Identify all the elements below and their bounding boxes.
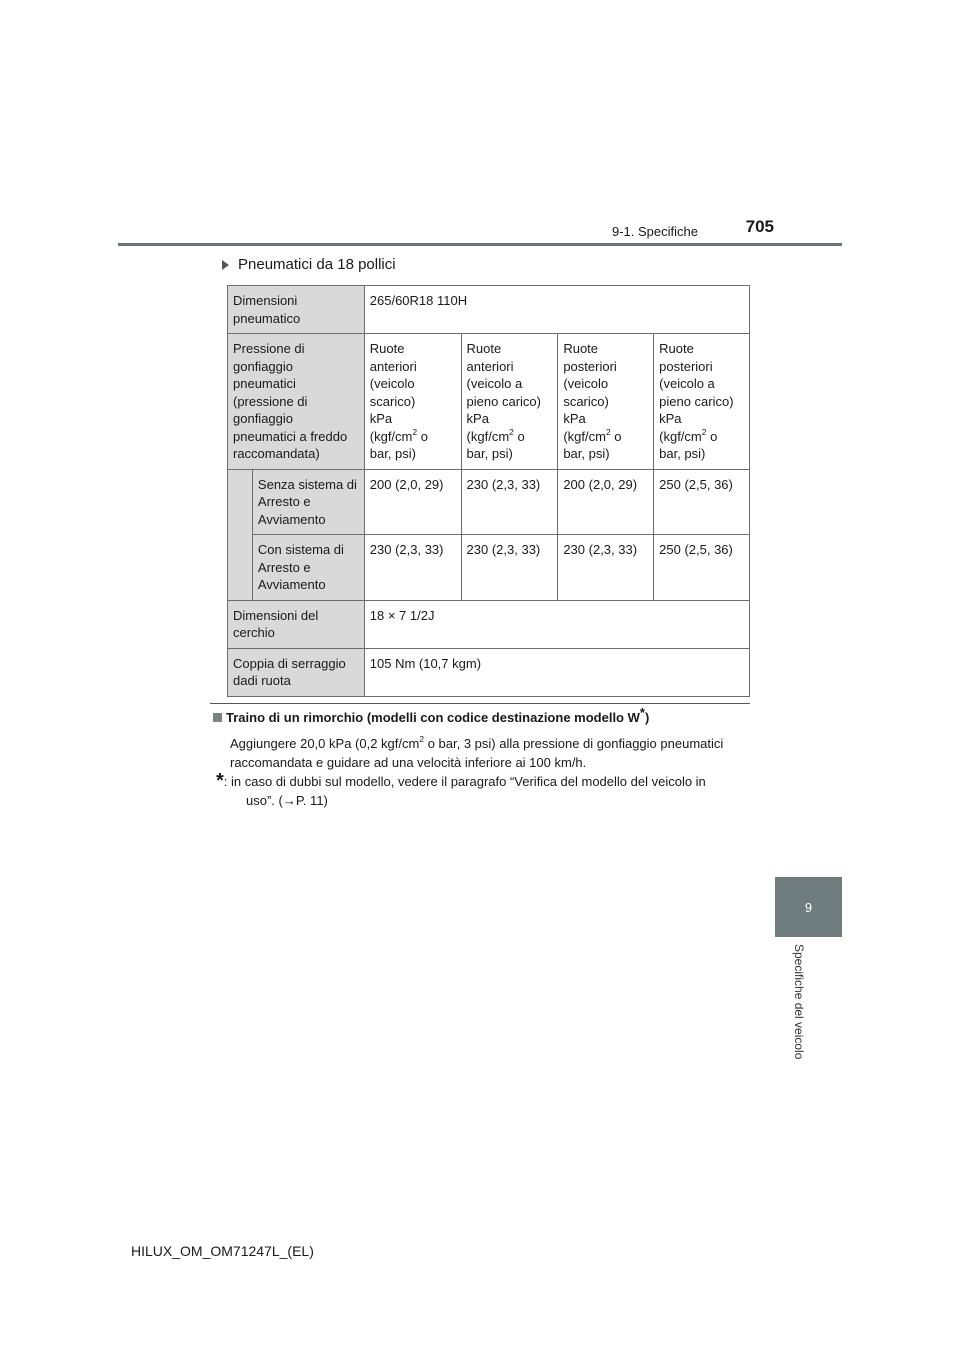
footnote-line-1: : in caso di dubbi sul modello, vedere il paragrafo “Verifica del modello del veicolo in	[223, 774, 706, 789]
tire-size-label: Dimensioni pneumatico	[228, 286, 365, 334]
note-heading-text: Traino di un rimorchio (modelli con codice destinazione modello W*)	[226, 705, 650, 725]
table-row	[228, 286, 750, 334]
table-cell: 230 (2,3, 33)	[461, 469, 558, 535]
table-cell: 230 (2,3, 33)	[461, 535, 558, 601]
row-label: Senza sistema di Arresto e Avviamento	[252, 469, 364, 535]
chapter-tab	[775, 877, 842, 937]
subtitle	[222, 256, 396, 273]
table-row	[228, 535, 750, 601]
indent-cell	[228, 469, 253, 600]
row-label: Con sistema di Arresto e Avviamento	[252, 535, 364, 601]
table-row	[228, 469, 750, 535]
footnote-star: *	[216, 770, 224, 792]
square-bullet-icon	[213, 713, 222, 722]
pressure-label: Pressione di gonfiaggio pneumatici (pressione di gonfiaggio pneumatici a freddo raccomandata)	[228, 334, 365, 470]
table-row	[228, 648, 750, 696]
header-rule	[118, 243, 842, 246]
table-cell: 250 (2,5, 36)	[654, 535, 750, 601]
table-row	[228, 600, 750, 648]
page-number: 705	[745, 217, 774, 236]
note-body: Aggiungere 20,0 kPa (0,2 kgf/$cm^2$ o bar, 3 psi) alla pressione di gonfiaggio pneumatici raccomandata e guidare ad una velocità inferiore ai 100 km/h.	[230, 734, 724, 770]
chapter-caption-text: Specifiche del veicolo	[792, 944, 806, 1060]
tire-spec-table	[227, 285, 750, 697]
table-cell: 200 (2,0, 29)	[558, 469, 654, 535]
rim-label: Dimensioni del cerchio	[228, 600, 365, 648]
note-heading	[213, 705, 650, 725]
chapter-number: 9	[804, 899, 813, 915]
column-header: Ruote anteriori (veicolo a pieno carico) kPa ($kgf/cm^2$ o bar, psi)	[461, 334, 558, 470]
torque-label: Coppia di serraggio dadi ruota	[228, 648, 365, 696]
triangle-bullet-icon	[222, 260, 229, 270]
footnote	[216, 772, 750, 810]
table-row	[228, 334, 750, 470]
table-cell: 230 (2,3, 33)	[558, 535, 654, 601]
section-divider	[210, 703, 750, 704]
subtitle-text: Pneumatici da 18 pollici	[238, 256, 396, 273]
column-header: Ruote anteriori (veicolo scarico) kPa ($kgf/cm^2$ o bar, psi)	[364, 334, 461, 470]
column-header: Ruote posteriori (veicolo scarico) kPa ($kgf/cm^2$ o bar, psi)	[558, 334, 654, 470]
column-header: Ruote posteriori (veicolo a pieno carico) kPa ($kgf/cm^2$ o bar, psi)	[654, 334, 750, 470]
table-cell: 250 (2,5, 36)	[654, 469, 750, 535]
footnote-line-2: uso”. (→P. 11)	[246, 793, 328, 808]
table-cell: 200 (2,0, 29)	[364, 469, 461, 535]
section-label: 9-1. Specifiche	[612, 224, 698, 239]
page-header	[118, 214, 842, 246]
chapter-caption	[790, 944, 830, 1074]
rim-value: 18 × 7 1/2J	[364, 600, 749, 648]
document-code: HILUX_OM_OM71247L_(EL)	[131, 1243, 314, 1259]
torque-value: 105 Nm (10,7 kgm)	[364, 648, 749, 696]
table-cell: 230 (2,3, 33)	[364, 535, 461, 601]
tire-size-value: 265/60R18 110H	[364, 286, 749, 334]
